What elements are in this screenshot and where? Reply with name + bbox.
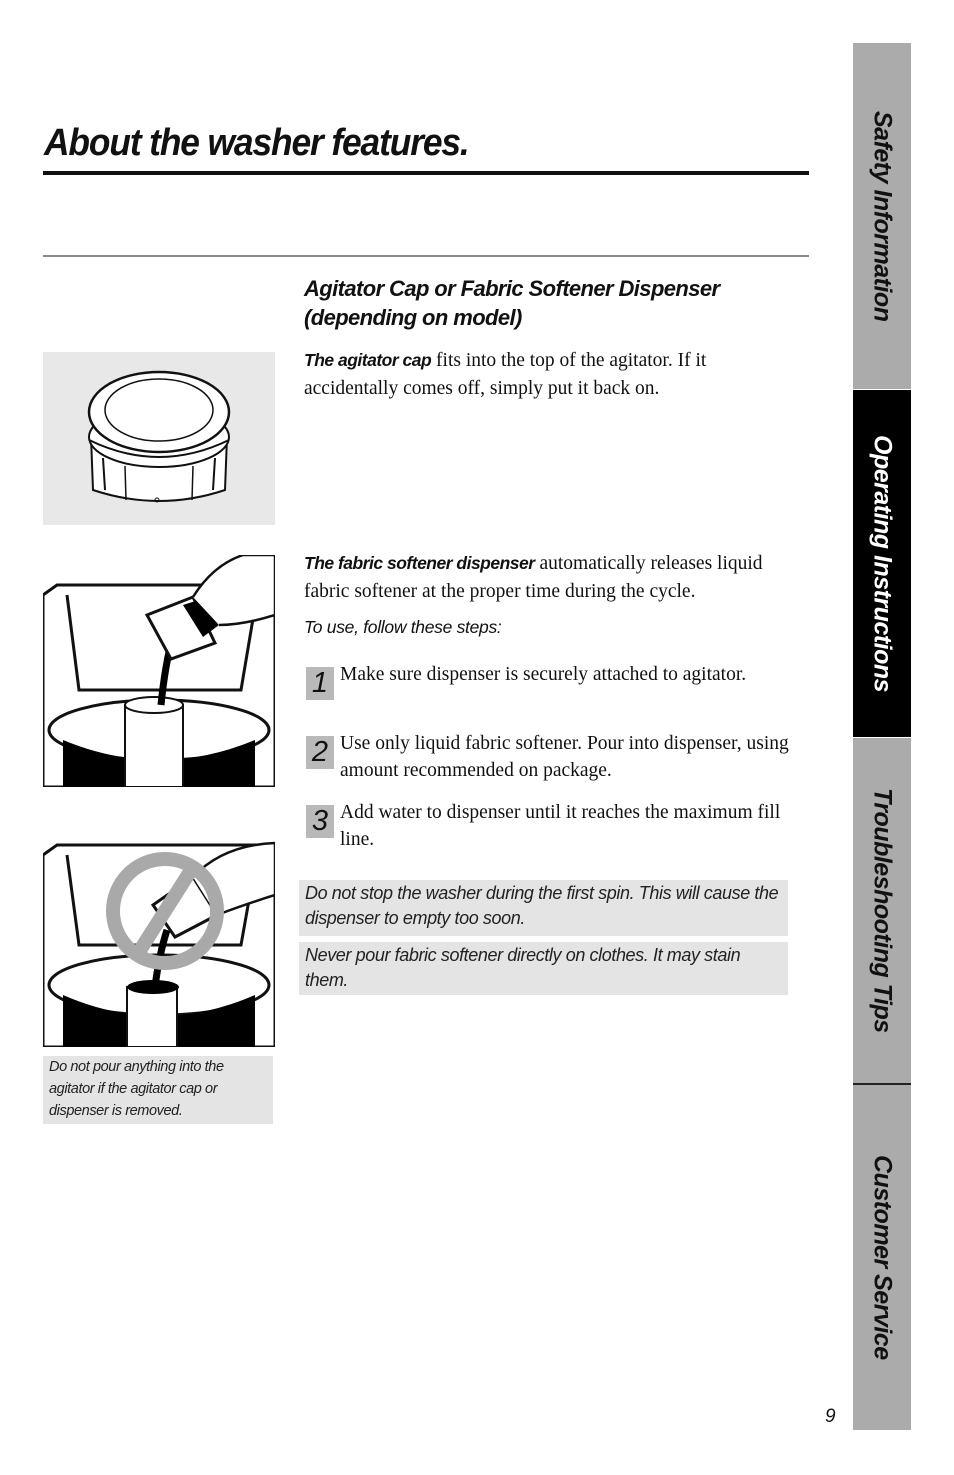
page-title: About the washer features.: [44, 122, 469, 164]
step-number: 2: [306, 736, 334, 769]
page-number: 9: [825, 1406, 836, 1427]
tab-troubleshooting-tips[interactable]: [853, 738, 911, 1083]
tab-label: Customer Service: [868, 1155, 897, 1360]
step-text: Add water to dispenser until it reaches the maximum fill line.: [340, 802, 781, 850]
step-text: Make sure dispenser is securely attached to agitator.: [340, 664, 747, 685]
agitator-cap-illustration: [43, 352, 275, 525]
tab-customer-service[interactable]: [853, 1085, 911, 1430]
tab-safety-information[interactable]: [853, 43, 911, 389]
fabric-softener-lead: The fabric softener dispenser: [304, 553, 535, 573]
step-number: 3: [306, 805, 334, 838]
agitator-cap-lead: The agitator cap: [304, 350, 432, 370]
caption-no-pour-note: Do not pour anything into the agitator if the agitator cap or dispenser is removed.: [43, 1056, 273, 1124]
steps-intro: To use, follow these steps:: [304, 617, 502, 637]
first-spin-note: Do not stop the washer during the first spin. This will cause the dispenser to empty too soon.: [299, 880, 788, 936]
tab-operating-instructions[interactable]: [853, 390, 911, 737]
no-pour-prohibition-illustration: [43, 815, 275, 1047]
tab-label: Troubleshooting Tips: [868, 788, 897, 1033]
step-text: Use only liquid fabric softener. Pour into dispenser, using amount recommended on package.: [340, 733, 789, 781]
fabric-softener-text: automatically releases liquid fabric softener at the proper time during the cycle.: [304, 553, 763, 602]
never-pour-note: Never pour fabric softener directly on clothes. It may stain them.: [299, 942, 788, 995]
agitator-cap-text: fits into the top of the agitator. If it accidentally comes off, simply put it back on.: [304, 350, 707, 399]
pouring-softener-illustration: [43, 555, 275, 787]
section-heading-line1: Agitator Cap or Fabric Softener Dispenser: [304, 276, 720, 301]
title-rule: [43, 171, 809, 175]
tab-label: Operating Instructions: [868, 434, 897, 693]
agitator-cap-paragraph: [304, 346, 774, 403]
section-rule: [43, 255, 809, 257]
section-heading: [304, 274, 804, 332]
step-number: 1: [306, 667, 334, 700]
tab-label: Safety Information: [868, 110, 897, 322]
section-heading-line2: (depending on model): [304, 305, 522, 330]
fabric-softener-paragraph: [304, 549, 812, 606]
